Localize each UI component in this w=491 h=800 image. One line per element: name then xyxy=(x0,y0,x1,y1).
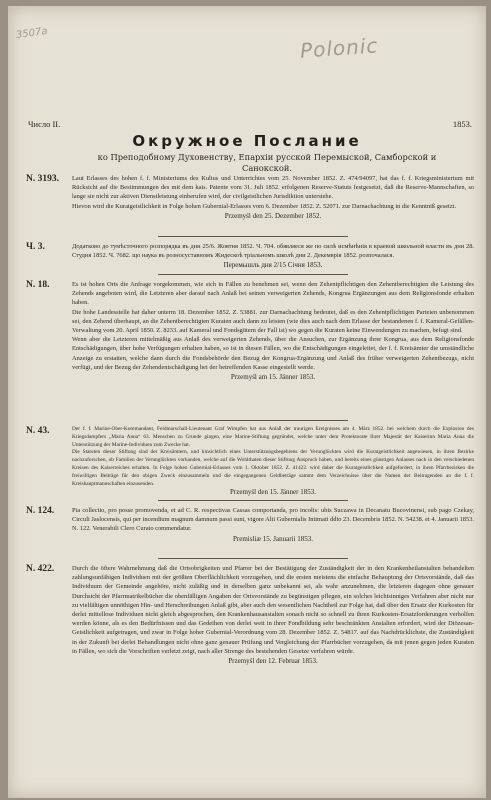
entry-number: N. 422. xyxy=(26,564,55,574)
entry-signature: Przemyśl am 15. Jänner 1853. xyxy=(230,373,316,382)
entry-body xyxy=(72,426,474,497)
document-title: Окружное Послание xyxy=(132,132,362,150)
entry-paragraph: Der f. f. Marine-Ober-Kommandant, Feldmarschall-Lieutenant Graf Wimpfen hat aus Anlaß der traurigen Ereignisses am 4. März 1852. bei welchem durch die Explosion des Kriegsdampfers „Maria Anna“ 63. Menschen zu Grunde gingen, eine Marine-Stiftung gegründet, welche unter dem Protektorate Ihrer Majestät der Kaiserinn Maria Anna die Unterstützung der Marine-Individuen zum Zwecke hat. xyxy=(72,426,474,448)
entry-signature: Przemyśl den 15. Jänner 1853. xyxy=(230,488,316,497)
entry-signature: Przemyśl den 25. Dezember 1852. xyxy=(224,211,322,220)
entry-paragraph: Durch die öftere Wahrnehmung daß die Ortsobrigkeiten und Pfarrer bei der Bestätigung der Zuständigkeit der in den Krankenheilanstalten behandelten zahlungsunfähigen Individuen mit der größten Oberflächlichkeit vorzugehen, und die ersten meistens die einfache Behauptung der Ortsvorstände, daß das Individuum der Gemeinde angehöre, nicht zuläßig und in derselben ganz unbekannt sei, als wahr anzunehmen, die letzteren dagegen ohne genauer Durchsicht der Pfarrmatrikelbücher die obenfälligen Angaben der Ortsvorstände zu begünstigen pflegen, ein solches leichtsinniges Verfahren aber nicht nur zu vielfältigen unnöthigen Hin- und Herschreibungen Anlaß gibt, aber auch den wesentlichen Nachtheil zur Folge hat, daß über den Ersatz der Kurkosten für derlei mittellose Individuen nicht gleich abgesprochen, den Krankenhausanstalten sonach nicht so schnell zu ihren Kurkosten-Ersatzforderungen verholfen werden könne, als es den Bedürfnissen und das Gedeihen von derlei weit in ihrer Fondbildung sehr beschränkten Anstalten erfordert, wird der Diözesan-Geistlichkeit aufgetragen, und zwar in Folge hoher Gubernial-Verordnung vom 28. Dezember 1852. Z. 54817. auf das Nachdrücklichste, die Zuständigkeit in der Zukunft bei derlei Behandlungen nicht ohne ganz genauer Prüfung und Vergleichung der Pfarrbücher vorzugehen, da mit jenen gegen jeden Kuraten in Fällen, wo sich die Vorschriften verletzt zeigt, nach aller Strenge des bestehenden Gesetze verfahren würde. xyxy=(72,565,474,655)
document-page xyxy=(8,6,486,798)
entry-paragraph: Додатково до тумѣсточного розпорядка въ дни 25/6. Жовтня 1852. Ч. 704. обявляеся же по силѣ исмѣнѣнія в краевой школьной власти въ дни 28. Студня 1852. Ч. 7682. що наука въ розносуставномъ Жидескоѣ тріальномъ школѣ дни 2. Декемврія 1852. розпочалася. xyxy=(72,243,474,260)
entry-paragraph: Pia collectio, pro posse promovenda, et ad C. R. respectivas Cassas comportanda, pro incolis: ubis Suczawa in Decanatu Bucovinensi, sub pago Czekay, Circuli Jaslocensis, qui per incendium magnum damnum passi sunt, vigore Alti Gubernialis Intimati ddto 23. Decembris 1852. N. 54238. et 4. Januarii 1853. N. 122. Venerabili Clero Curato commendatur. xyxy=(72,507,474,533)
section-divider xyxy=(158,236,348,237)
entry-paragraph: Die hohe Landesstelle hat daher unterm 18. Dezember 1852. Z. 53881. zur Darnachachtung bedeutet, daß es den Zehentpflichtigen Parteien unbenommen sei, den Zehend überhaupt, an die Zehentberechtigten Kuraten auch dann zu leisten (wie dies auch nach dem Erlasse der bestandenen f. f. Kameral-Gefällen-Verwaltung vom 20. April 1850. Z. 8233. auf Kameral und Fondsgütern der Fall ist) wo gegen die Kuraten keine Einwendungen zu machen, befugt sind. xyxy=(72,308,474,335)
section-divider xyxy=(158,500,348,501)
entry-paragraph: Hievon wird die Kuratgeistlichkeit in Folge hohen Gubernial-Erlasses vom 6. Dezember 1852. Z. 52071. zur Darnachachtung in die Kenntniß gesetzt. xyxy=(72,202,457,210)
entry-signature: Premisliæ 15. Januarii 1853. xyxy=(233,534,313,543)
entry-paragraph: Es ist hohen Orts die Anfrage vorgekommen, wie sich in Fällen zu benehmen sei, wenn den Zehentpflichtigen den Zehentberechtigten die Leistung des Zehends angeboten wird, die Letzteren aber darauf nach Anlaß bei seinen verweigerten Zehends, Kongrua Ergänzungen aus dem Religionsfonde erhalten haben. xyxy=(72,281,474,307)
entry-body xyxy=(72,242,474,271)
entry-number: N. 124. xyxy=(26,506,55,516)
entry-signature: Przemyśl den 12. Februar 1853. xyxy=(228,657,318,666)
entry-body xyxy=(72,564,474,666)
document-subtitle: ко Преподобному Духовенству, Епархіи русской Перемыской, Самборской и Санокской. xyxy=(97,152,437,173)
part-number: Число II. xyxy=(28,119,61,129)
entry-paragraph: Laut Erlasses des hohen f. f. Ministeriums des Kultus und Unterrichtes vom 25. November 1852. Z. 474/94097, hat das f. f. Kriegsministerium mit Rücksicht auf die Bestimmungen des mit dem kais. Patente vom 31. Juli 1852. erfolgenen Reserve-Statuts festgesetzt, daß die Reserve-Mannschaften, so lange sie nicht zur aktiven Dienstleistung einberufen wird, der civilgeistlichen Jurisdiktion unterstehe. xyxy=(72,175,474,201)
entry-body xyxy=(72,506,474,544)
year: 1853. xyxy=(452,119,472,129)
section-divider xyxy=(158,274,348,275)
pencil-archive-number: 3507a xyxy=(15,25,49,42)
entry-number: N. 18. xyxy=(26,280,50,290)
entry-number: N. 43. xyxy=(26,426,50,436)
entry-paragraph: Die Statuten dieser Stiftung sind der Kreisämtern, und hinsichtlich eines Unterstützungsbegehrens der Verunglückten wird die Kuratgeistlichkeit angewiesen, in ihren Bezirke nachzuforschen, ob Familien der Verunglückten vorhanden, welche auf die Wohlthaten dieser Stiftung Anspruch haben, und bereits eines günstigen Anlasses nach in den verschiedenen Kreisen des Kaiserreiches erhalten. In Folge hohen Gubernial-Erlasses vom 1. Oktober 1852. Z. 41422. wird daher die Kuratgeistlichkeit aufgefordert, in ihren Pfarrbezirken die freiwilligen Beiträge für den obigen Zweck einzusammeln und die eingegangenen Geldbeträge sammt dem Verzeichnisse über die Namen der Beitragenden an die f. f. Kreishauptmannschaften einzusenden. xyxy=(72,449,474,487)
pencil-annotation: Polonic xyxy=(299,33,380,63)
entry-body xyxy=(72,280,474,382)
entry-paragraph: Wenn aber die Letzteren mittelmäßig aus Anlaß des verweigerten Zehends, über die Ansuchen, zur Ergänzung ihrer Kongrua, aus dem Religionsfonde Entschädigungen, über hohe Verfügungen erhalten haben, so ist in diesen Fällen, wo die Entschädigungen eingeleitet, der f. f. Kreisämter die umständliche Anzeige zu erstatten, welche dann durch die Fondsbehörde den Bezug der Kongrua-Ergänzung und Anlaß des früher verweigerten Zehentbezugs, nicht verfügt, und der Bezug der Zehendentschädigung bei der betreffenden Kasse eingestellt werde. xyxy=(72,336,474,371)
entry-number: N. 3193. xyxy=(26,174,59,184)
entry-body xyxy=(72,174,474,221)
section-divider xyxy=(158,420,348,421)
entry-signature: Перемышль дня 2/15 Січня 1853. xyxy=(223,261,323,270)
entry-number: Ч. 3. xyxy=(26,242,45,252)
section-divider xyxy=(158,558,348,559)
